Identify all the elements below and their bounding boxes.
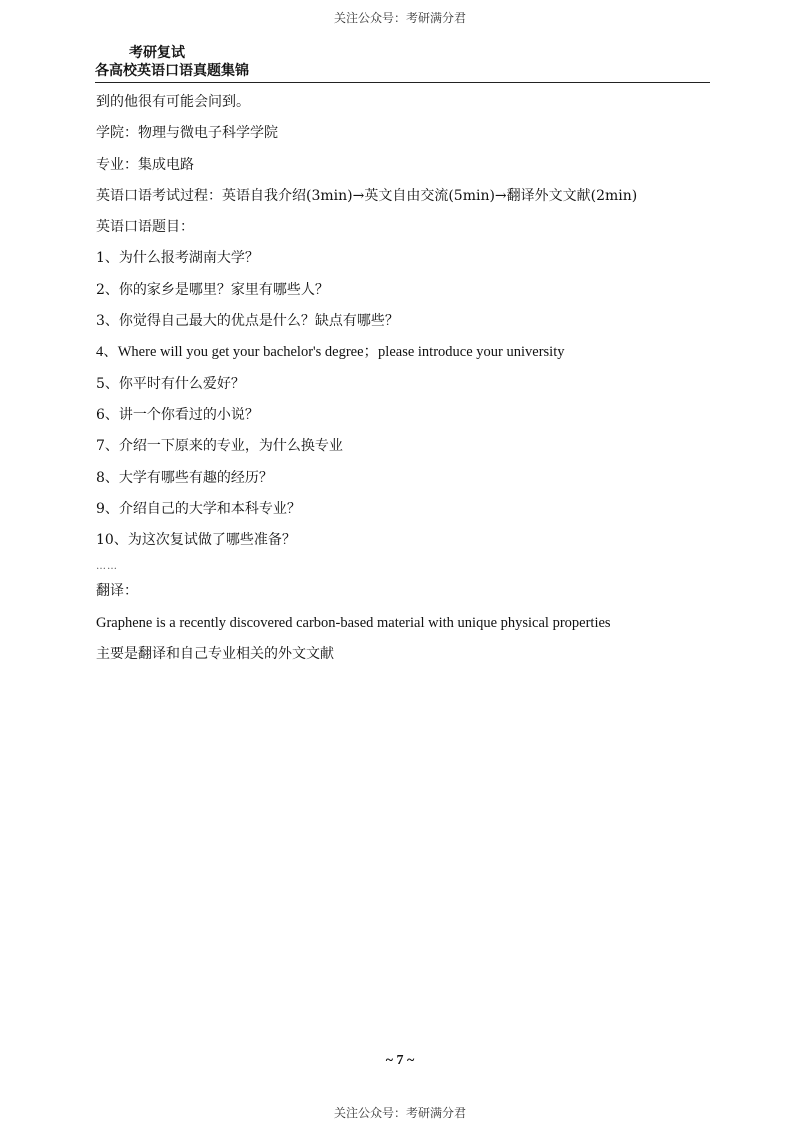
page-header <box>95 44 710 80</box>
major-text: 专业：集成电路 <box>96 156 194 173</box>
page-number: ~ 7 ~ <box>385 1053 415 1068</box>
translation-sentence: Graphene is a recently discovered carbon-based material with unique physical properties <box>96 614 611 631</box>
question-item: 10、为这次复试做了哪些准备？ <box>96 532 296 549</box>
header-subtitle: 各高校英语口语真题集锦 <box>95 63 249 79</box>
question-list <box>96 248 716 550</box>
document-body <box>96 92 716 675</box>
top-watermark: 关注公众号：考研满分君 <box>333 11 466 25</box>
header-divider <box>95 82 710 83</box>
ellipsis: …… <box>96 561 118 573</box>
intro-text: 到的他很有可能会问到。 <box>96 94 250 110</box>
question-item: 6、讲一个你看过的小说？ <box>96 406 259 423</box>
questions-heading: 英语口语题目： <box>96 219 194 236</box>
question-item: 3、你觉得自己最大的优点是什么？缺点有哪些？ <box>96 313 399 330</box>
translation-note: 主要是翻译和自己专业相关的外文文献 <box>96 646 334 663</box>
header-title: 考研复试 <box>129 45 185 61</box>
question-item: 4、Where will you get your bachelor's degree；please introduce your university <box>96 344 565 361</box>
bottom-watermark: 关注公众号：考研满分君 <box>333 1106 466 1120</box>
question-item: 7、介绍一下原来的专业，为什么换专业 <box>96 438 343 455</box>
question-item: 1、为什么报考湖南大学？ <box>96 250 259 267</box>
question-item: 5、你平时有什么爱好？ <box>96 375 245 392</box>
question-item: 8、大学有哪些有趣的经历？ <box>96 469 273 486</box>
exam-process-text: 英语口语考试过程：英语自我介绍(3min)→英文自由交流(5min)→翻译外文文献(2min) <box>96 187 638 204</box>
question-item: 2、你的家乡是哪里？家里有哪些人？ <box>96 281 329 298</box>
translation-heading: 翻译： <box>96 583 138 600</box>
question-item: 9、介绍自己的大学和本科专业？ <box>96 500 301 517</box>
college-text: 学院：物理与微电子科学学院 <box>96 125 278 142</box>
